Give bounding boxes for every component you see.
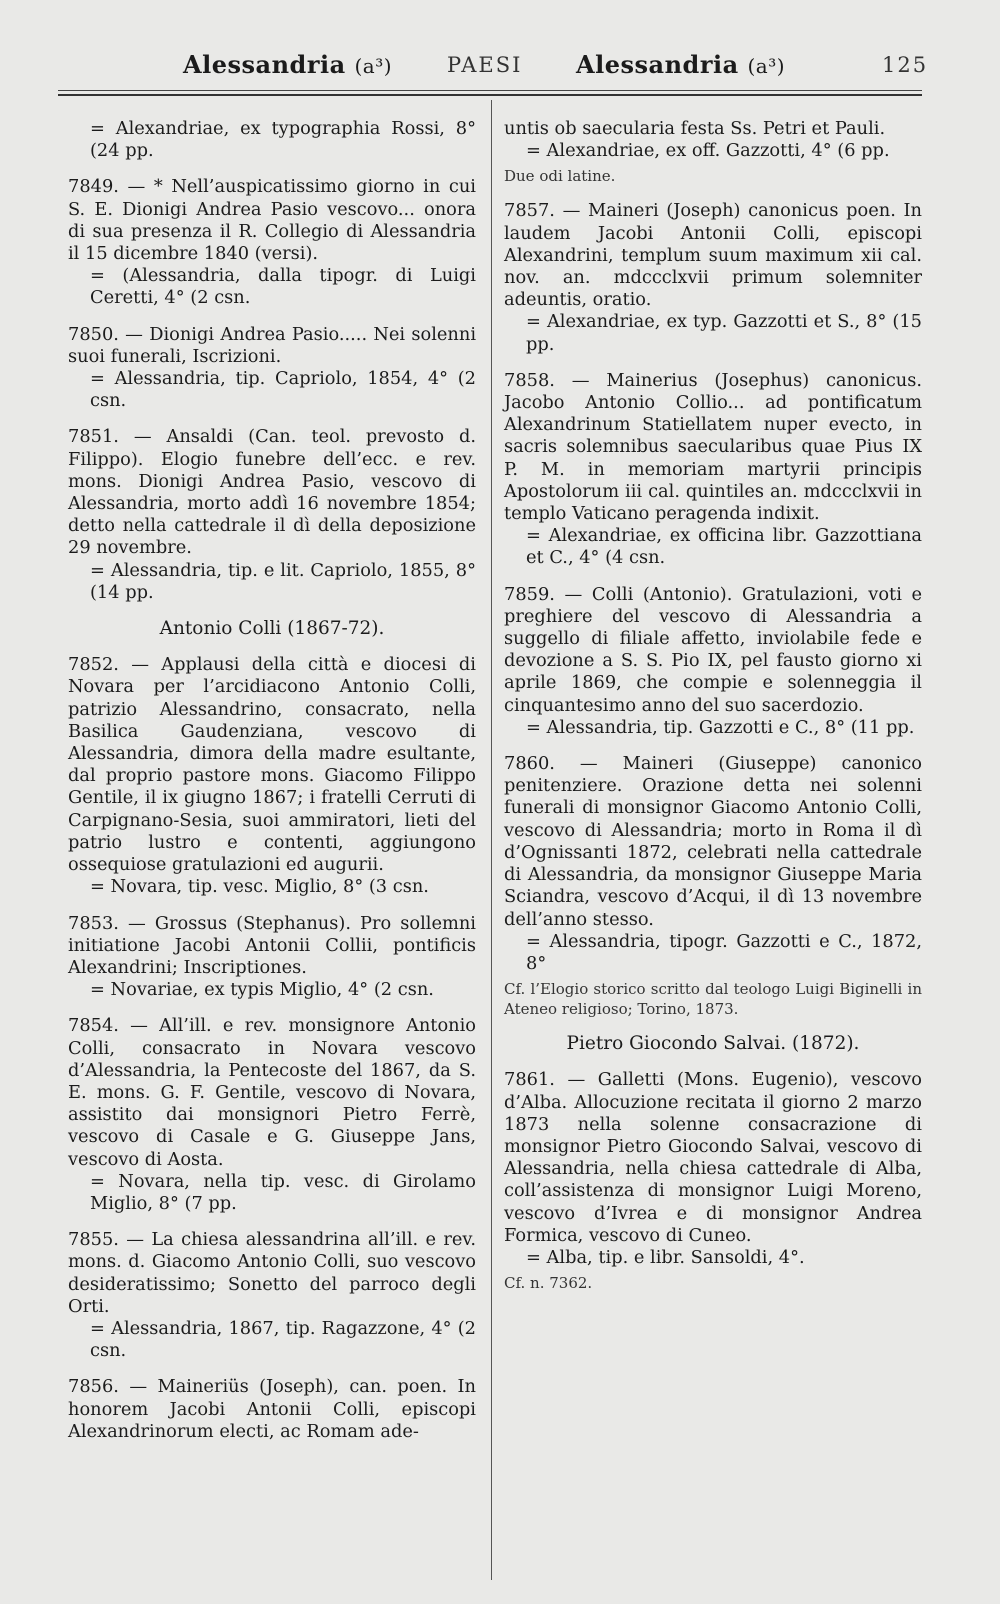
entry-number: 7854. bbox=[68, 1015, 119, 1037]
entry-imprint: = (Alessandria, dalla tipogr. di Luigi Ceretti, 4° (2 csn. bbox=[90, 265, 476, 309]
entry-number: 7859. bbox=[504, 583, 555, 605]
entry-number: 7850. bbox=[68, 323, 119, 345]
section-heading-salvai: Pietro Giocondo Salvai. (1872). bbox=[566, 1033, 860, 1055]
entry-7855 bbox=[68, 1229, 476, 1362]
entry-imprint: = Novara, tip. vesc. Miglio, 8° (3 csn. bbox=[90, 876, 429, 898]
entry-7861 bbox=[504, 1069, 922, 1293]
entry-imprint: = Alessandria, tipogr. Gazzotti e C., 1872, 8° bbox=[526, 930, 922, 974]
entry-7853 bbox=[68, 913, 476, 1002]
entry-number: 7858. bbox=[504, 369, 555, 391]
entry-imprint: = Alessandria, tip. Gazzotti e C., 8° (11 pp. bbox=[526, 716, 915, 738]
entry-number: 7849. bbox=[68, 176, 119, 198]
entry-text: — Mainerius (Josephus) canonicus. Jacobo Antonio Collio... ad pontificatum Alexandrinum Statiellatem nuper evecto, in sacris solemnibus saecularibus quae Pius IX P. M. in memoriam martyrii principis Apostolorum iii cal. quintiles an. mdccclxvii in templo Vaticano peragenda indixit. bbox=[504, 369, 923, 525]
entry-text: — * Nell’auspicatissimo giorno in cui S. E. Dionigi Andrea Pasio vescovo... onora di sua presenza il R. Collegio di Alessandria il 15 dicembre 1840 (versi). bbox=[68, 176, 476, 265]
entry-number: 7852. bbox=[68, 654, 119, 676]
header-center: PAESI bbox=[447, 53, 523, 77]
entry-imprint: = Alba, tip. e libr. Sansoldi, 4°. bbox=[526, 1246, 805, 1268]
entry-7857 bbox=[504, 200, 922, 355]
entry-text: — Maineriüs (Joseph), can. poen. In honorem Jacobi Antonii Colli, episcopi Alexandrinorum electi, ac Romam ade- bbox=[68, 1376, 476, 1442]
entry-imprint: = Novara, nella tip. vesc. di Girolamo Miglio, 8° (7 pp. bbox=[90, 1170, 476, 1214]
entry-number: 7856. bbox=[68, 1376, 119, 1398]
header-left-sup: (a³) bbox=[354, 54, 393, 78]
header-right-place: Alessandria bbox=[576, 50, 739, 79]
header-right bbox=[576, 50, 785, 79]
entry-number: 7861. bbox=[504, 1069, 555, 1091]
entry-number: 7857. bbox=[504, 200, 555, 222]
column-divider bbox=[491, 100, 492, 1580]
entry-imprint: = Alexandriae, ex typ. Gazzotti et S., 8° (15 pp. bbox=[526, 311, 922, 355]
entry-number: 7860. bbox=[504, 753, 555, 775]
entry-note: Cf. n. 7362. bbox=[504, 1274, 593, 1293]
entry-text: — Maineri (Joseph) canonicus poen. In laudem Jacobi Antonii Colli, episcopi Alexandrini, templum suum maximum xii cal. nov. an. mdccclxvii primum solemniter adeuntis, oratio. bbox=[504, 200, 922, 311]
entry-text: — Dionigi Andrea Pasio..... Nei solenni suoi funerali, Iscrizioni. bbox=[68, 323, 477, 367]
entry-7860 bbox=[504, 753, 922, 1019]
entry-imprint: = Alexandriae, ex typographia Rossi, 8° (24 pp. bbox=[90, 118, 476, 162]
entry-continued-left bbox=[68, 118, 476, 162]
header-rule-thick bbox=[58, 94, 922, 96]
entry-text: — La chiesa alessandrina all’ill. e rev. mons. d. Giacomo Antonio Colli, suo vescovo desideratissimo; Sonetto del parroco degli Orti. bbox=[68, 1229, 476, 1317]
entry-7856 bbox=[68, 1376, 476, 1443]
entry-text: untis ob saecularia festa Ss. Petri et Pauli. bbox=[504, 118, 886, 139]
entry-number: 7851. bbox=[68, 426, 119, 448]
entry-7850 bbox=[68, 324, 476, 413]
entry-imprint: = Alexandriae, ex officina libr. Gazzottiana et C., 4° (4 csn. bbox=[526, 525, 922, 569]
section-heading-colli: Antonio Colli (1867-72). bbox=[159, 618, 385, 640]
entry-text: — Applausi della città e diocesi di Novara per l’arcidiacono Antonio Colli, patrizio Alessandrino, consacrato, nella Basilica Gaudenziana, vescovo di Alessandria, dimora della madre esultante, dal proprio pastore mons. Giacomo Filippo Gentile, il ix giugno 1867; i fratelli Cerruti di Carpignano-Sesia, suoi ammiratori, lieti del patrio lustro e contenti, aggiungono ossequiose gratulazioni ed augurii. bbox=[68, 654, 476, 876]
left-column bbox=[68, 118, 476, 1457]
entry-7858 bbox=[504, 370, 922, 570]
entry-text: — Maineri (Giuseppe) canonico penitenziere. Orazione detta nei solenni funerali di monsignor Giacomo Antonio Colli, vescovo di Alessandria; morto in Roma il dì d’Ognissanti 1872, celebrati nella cattedrale di Alessandria, da monsignor Giuseppe Maria Sciandra, vescovo d’Acqui, il dì 13 novembre dell’anno stesso. bbox=[504, 753, 922, 930]
entry-7851 bbox=[68, 426, 476, 604]
entry-imprint: = Alessandria, tip. Capriolo, 1854, 4° (2 csn. bbox=[90, 368, 476, 412]
entry-text: — Galletti (Mons. Eugenio), vescovo d’Alba. Allocuzione recitata il giorno 2 marzo 1873 nella solenne consacrazione di monsignor Pietro Giocondo Salvai, vescovo di Alessandria, nella chiesa cattedrale di Alba, coll’assistenza di monsignor Luigi Moreno, vescovo d’Ivrea e di monsignor Andrea Formica, vescovo di Cuneo. bbox=[504, 1069, 923, 1246]
entry-imprint: = Alexandriae, ex off. Gazzotti, 4° (6 pp. bbox=[526, 140, 890, 162]
entry-7852 bbox=[68, 654, 476, 898]
header-left-place: Alessandria bbox=[183, 50, 346, 79]
entry-imprint: = Alessandria, tip. e lit. Capriolo, 1855, 8° (14 pp. bbox=[90, 559, 476, 603]
entry-text: — Colli (Antonio). Gratulazioni, voti e preghiere del vescovo di Alessandria a suggello di filiale affetto, inviolabile fede e devozione a S. S. Pio IX, pel fausto giorno xi aprile 1869, che compie e solenneggia il cinquantesimo anno del suo sacerdozio. bbox=[504, 583, 923, 716]
page-number: 125 bbox=[882, 53, 929, 77]
entry-7854 bbox=[68, 1015, 476, 1215]
entry-text: — Grossus (Stephanus). Pro sollemni initiatione Jacobi Antonii Collii, pontificis Alexandrini; Inscriptiones. bbox=[68, 912, 476, 978]
entry-imprint: = Novariae, ex typis Miglio, 4° (2 csn. bbox=[90, 979, 434, 1001]
entry-text: — All’ill. e rev. monsignore Antonio Colli, consacrato in Novara vescovo d’Alessandria, la Pentecoste del 1867, da S. E. mons. G. F. Gentile, vescovo di Novara, assistito dai monsignori Pietro Ferrè, vescovo di Casale e G. Giuseppe Jans, vescovo di Aosta. bbox=[68, 1015, 476, 1170]
entry-note: Due odi latine. bbox=[504, 167, 616, 186]
entry-imprint: = Alessandria, 1867, tip. Ragazzone, 4° (2 csn. bbox=[90, 1317, 476, 1362]
entry-number: 7853. bbox=[68, 912, 119, 934]
header-rule-thin bbox=[58, 90, 922, 91]
entry-number: 7855. bbox=[68, 1229, 119, 1251]
header-left bbox=[183, 50, 392, 79]
running-header bbox=[0, 50, 1000, 90]
entry-7859 bbox=[504, 584, 922, 739]
entry-note: Cf. l’Elogio storico scritto dal teologo Luigi Biginelli in Ateneo religioso; Torino, 1873. bbox=[504, 980, 922, 1019]
entry-text: — Ansaldi (Can. teol. prevosto d. Filippo). Elogio funebre dell’ecc. e rev. mons. Dionigi Andrea Pasio, vescovo di Alessandria, morto addì 16 novembre 1854; detto nella cattedrale il dì della deposizione 29 novembre. bbox=[68, 426, 476, 559]
entry-7849 bbox=[68, 176, 476, 309]
entry-continued-right bbox=[504, 118, 922, 186]
header-right-sup: (a³) bbox=[747, 54, 786, 78]
right-column bbox=[504, 118, 922, 1307]
